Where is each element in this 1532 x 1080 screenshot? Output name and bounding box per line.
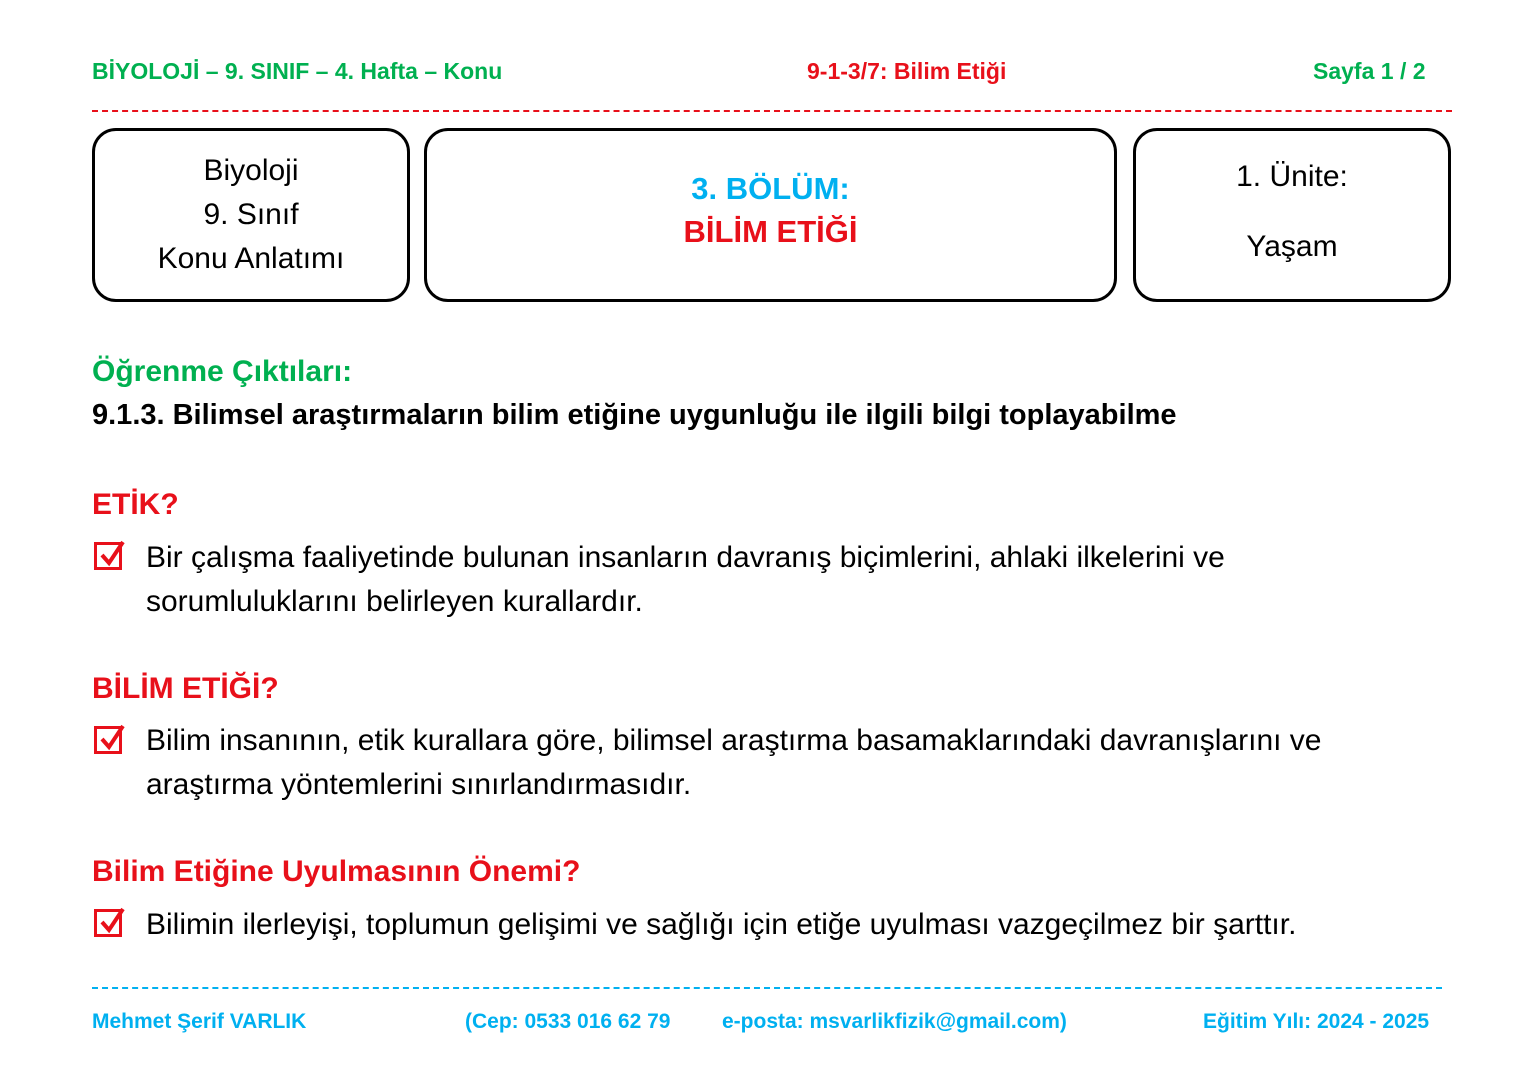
- section-number: 3. BÖLÜM:: [691, 171, 850, 206]
- header-subject: BİYOLOJİ – 9. SINIF – 4. Hafta – Konu: [92, 58, 503, 84]
- science-ethics-definition: [146, 719, 1466, 807]
- footer-phone: (Cep: 0533 016 62 79: [465, 1010, 671, 1033]
- unit-name: Yaşam: [1246, 230, 1338, 263]
- section-heading-importance: Bilim Etiğine Uyulmasının Önemi?: [92, 855, 581, 888]
- footer-divider: [92, 987, 1442, 989]
- unit-number: 1. Ünite:: [1236, 160, 1348, 193]
- course-grade: 9. Sınıf: [203, 198, 299, 231]
- course-info-box: [92, 128, 410, 302]
- checkbox-icon: [94, 909, 122, 937]
- text-line: Bilim insanının, etik kurallara göre, bilimsel araştırma basamaklarındaki davranışlarını ve: [146, 724, 1322, 757]
- section-heading-ethics: ETİK?: [92, 488, 179, 521]
- text-line: araştırma yöntemlerini sınırlandırmasıdır.: [146, 768, 692, 801]
- text-line: Bilimin ilerleyişi, toplumun gelişimi ve sağlığı için etiğe uyulması vazgeçilmez bir şarttır.: [146, 908, 1297, 941]
- footer-author: Mehmet Şerif VARLIK: [92, 1010, 307, 1033]
- header-topic-code: 9-1-3/7: Bilim Etiği: [807, 58, 1007, 84]
- section-title: BİLİM ETİĞİ: [683, 214, 858, 249]
- section-heading-science-ethics: BİLİM ETİĞİ?: [92, 672, 279, 705]
- outcomes-text: 9.1.3. Bilimsel araştırmaların bilim etiğine uygunluğu ile ilgili bilgi toplayabilme: [92, 399, 1177, 431]
- text-line: Bir çalışma faaliyetinde bulunan insanların davranış biçimlerini, ahlaki ilkelerini ve: [146, 541, 1225, 574]
- header-divider: [92, 110, 1452, 112]
- footer-email: e-posta: msvarlikfizik@gmail.com): [722, 1010, 1067, 1033]
- checkbox-icon: [94, 542, 122, 570]
- checkbox-icon: [94, 726, 122, 754]
- course-subject: Biyoloji: [203, 154, 299, 187]
- header-page-number: Sayfa 1 / 2: [1313, 58, 1426, 84]
- outcomes-title: Öğrenme Çıktıları:: [92, 355, 353, 388]
- course-type: Konu Anlatımı: [157, 242, 345, 275]
- footer-year: Eğitim Yılı: 2024 - 2025: [1203, 1010, 1430, 1033]
- section-title-box: [424, 128, 1117, 302]
- text-line: sorumluluklarını belirleyen kurallardır.: [146, 585, 643, 618]
- unit-box: [1133, 128, 1451, 302]
- ethics-definition: [146, 536, 1466, 624]
- importance-text: [146, 903, 1466, 947]
